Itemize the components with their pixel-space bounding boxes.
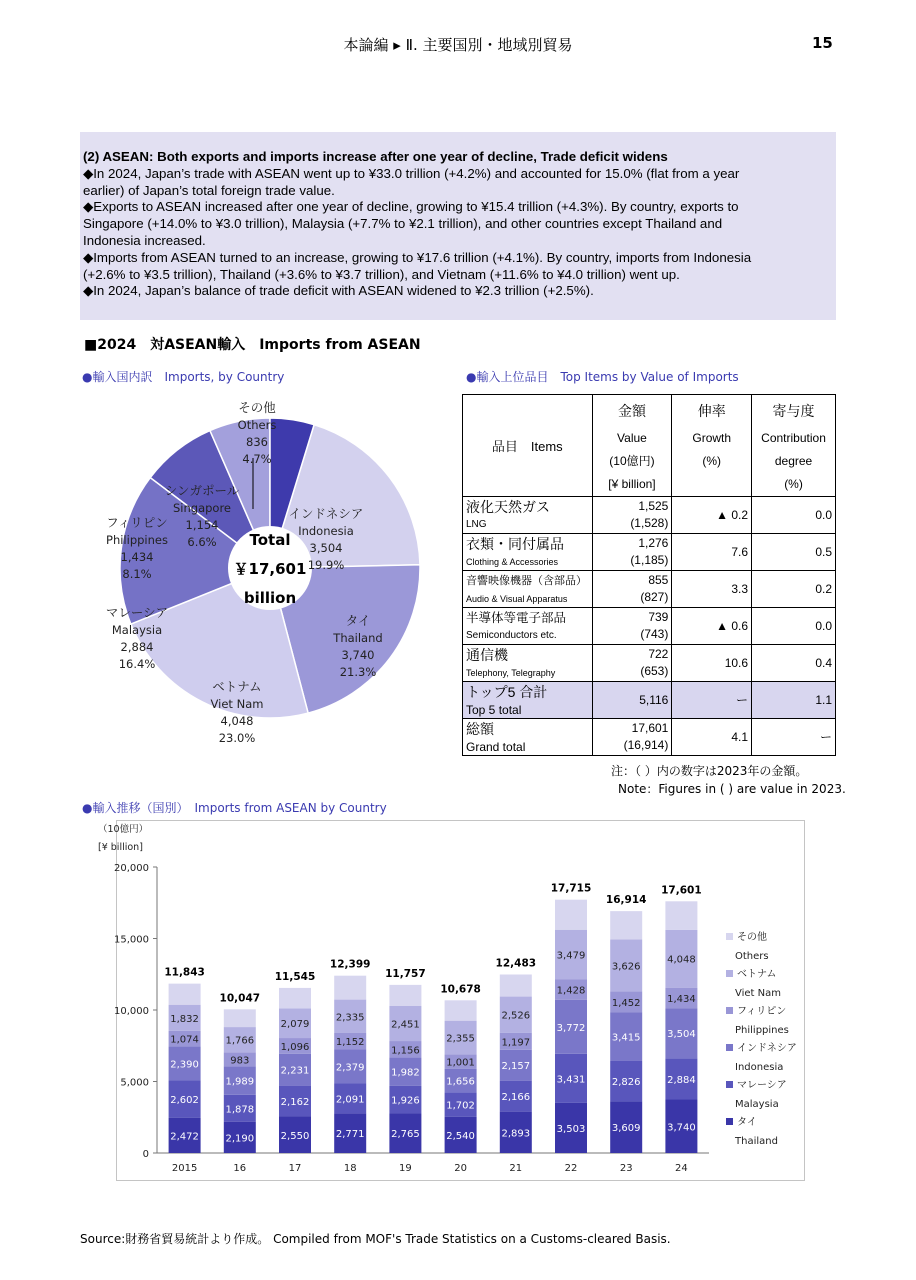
x-tick-label: 18: [343, 1163, 357, 1174]
bar-value-label: 3,626: [611, 961, 641, 973]
pie-slice-label: 3,504: [309, 541, 343, 555]
bar-value-label: 1,452: [611, 997, 641, 1009]
table-row: [463, 571, 836, 608]
pie-subtitle: ●輸入国内訳 Imports, by Country: [82, 370, 285, 384]
bar-value-label: 2,765: [391, 1129, 420, 1141]
growth-cell: ▲ 0.2: [672, 497, 752, 534]
summary-line: ◆Imports from ASEAN turned to an increase, growing to ¥17.6 trillion (+4.1%). By country, imports from Indonesia: [83, 249, 752, 265]
pie-slice-label: 21.3%: [339, 665, 377, 679]
legend-swatch: [726, 1081, 733, 1088]
pie-slice-label: 19.9%: [307, 558, 345, 572]
item-cell: 総額 Grand total: [463, 719, 593, 756]
pie-center-value: ￥17,601: [233, 560, 307, 578]
pie-center-unit: billion: [243, 589, 297, 607]
growth-cell: 10.6: [672, 645, 752, 682]
top-items-table: [462, 394, 836, 756]
summary-line: ◆Exports to ASEAN increased after one year of decline, growing to ¥15.4 trillion (+4.3%). By country, exports to: [83, 199, 739, 215]
bar-value-label: 3,609: [611, 1123, 641, 1135]
item-cell: トップ5 合計 Top 5 total: [463, 682, 593, 719]
legend-label-jp: ベトナム: [737, 969, 777, 980]
y-tick-label: 0: [142, 1149, 149, 1160]
pie-slice-label: 4,048: [220, 714, 254, 728]
pie-slice-label: 1,154: [185, 518, 219, 532]
bar-segment: [500, 974, 532, 996]
item-cell: 音響映像機器（含部品） Audio & Visual Apparatus: [463, 571, 593, 608]
pie-slice-label: インドネシア: [288, 506, 364, 521]
bar-total-label: 10,047: [219, 992, 261, 1005]
bar-value-label: 2,091: [335, 1094, 365, 1106]
bar-value-label: 3,504: [667, 1029, 696, 1041]
table-header-row: [463, 395, 836, 497]
value-cell: 17,601 (16,914): [592, 719, 672, 756]
item-cell: 通信機 Telephony, Telegraphy: [463, 645, 593, 682]
x-tick-label: 17: [288, 1163, 302, 1174]
bar-value-label: 2,826: [611, 1077, 641, 1089]
bar-total-label: 10,678: [440, 983, 481, 996]
legend-swatch: [726, 1044, 733, 1051]
bar-value-label: 1,766: [225, 1035, 255, 1047]
source-note: Source:財務省貿易統計より作成。 Compiled from MOF's Trade Statistics on a Customs-cleared Basis.: [80, 1232, 671, 1246]
pie-slice-label: 1,434: [120, 550, 154, 564]
pie-slice-label: ベトナム: [212, 679, 262, 694]
summary-line: Indonesia increased.: [83, 232, 206, 248]
bar-value-label: 3,431: [556, 1074, 586, 1086]
bar-value-label: 3,503: [556, 1123, 586, 1135]
bar-value-label: 1,926: [391, 1095, 420, 1107]
bar-value-label: 2,602: [170, 1095, 199, 1107]
pie-slice-label: 3,740: [341, 648, 375, 662]
bar-value-label: 2,079: [280, 1019, 310, 1031]
bar-segment: [279, 988, 311, 1008]
summary-line: (+2.6% to ¥3.5 trillion), Thailand (+3.6% to ¥3.7 trillion), and Vietnam (+11.6% to ¥4.0 trillion) went up.: [83, 266, 680, 282]
page-header-title: 本論編 ▸ Ⅱ. 主要国別・地域別貿易: [343, 36, 573, 54]
item-cell: 衣類・同付属品 Clothing & Accessories: [463, 534, 593, 571]
bar-segment: [389, 985, 421, 1006]
bar-value-label: 1,197: [501, 1037, 531, 1049]
bar-segment: [334, 976, 366, 1000]
bar-value-label: 2,550: [280, 1130, 310, 1142]
bar-total-label: 17,601: [661, 884, 702, 897]
legend-swatch: [726, 1118, 733, 1125]
bar-value-label: 2,190: [225, 1133, 255, 1145]
y-unit-label: （10億円）: [98, 824, 149, 835]
bar-value-label: 2,771: [335, 1129, 365, 1141]
bar-value-label: 2,379: [335, 1062, 365, 1074]
pie-slice-label: Thailand: [333, 631, 383, 645]
table-note-jp: 注：（ ）内の数字は2023年の金額。: [611, 764, 808, 778]
header-growth: 伸率 Growth (%): [672, 395, 752, 497]
header-contribution: 寄与度 Contribution degree (%): [752, 395, 836, 497]
bar-value-label: 1,702: [446, 1100, 475, 1112]
table-row: [463, 645, 836, 682]
pie-slice-label: フィリピン: [106, 515, 168, 530]
x-tick-label: 22: [564, 1163, 578, 1174]
x-tick-label: 24: [675, 1163, 688, 1174]
legend-swatch: [726, 933, 733, 940]
growth-cell: 4.1: [672, 719, 752, 756]
table-row: [463, 534, 836, 571]
bar-total-label: 11,843: [164, 966, 205, 979]
summary-line: ◆In 2024, Japan’s balance of trade deficit with ASEAN widened to ¥2.3 trillion (+2.5%).: [83, 283, 594, 299]
pie-slice-label: 8.1%: [122, 567, 152, 581]
y-tick-label: 20,000: [114, 863, 149, 874]
pie-slice-label: 4.7%: [242, 452, 272, 466]
bar-segment: [610, 911, 642, 939]
x-tick-label: 2015: [171, 1163, 198, 1174]
item-cell: 半導体等電子部品 Semiconductors etc.: [463, 608, 593, 645]
x-tick-label: 19: [399, 1163, 412, 1174]
bar-value-label: 983: [230, 1055, 250, 1067]
header-items: 品目 Items: [463, 395, 593, 497]
bar-value-label: 1,656: [446, 1076, 475, 1088]
legend-label-en: Philippines: [735, 1025, 789, 1036]
contribution-cell: 0.0: [752, 608, 836, 645]
pie-slice-label: Indonesia: [298, 524, 354, 538]
legend-label-en: Thailand: [735, 1136, 778, 1147]
x-tick-label: 21: [509, 1163, 523, 1174]
bar-value-label: 2,472: [170, 1131, 199, 1143]
table-row: [463, 497, 836, 534]
growth-cell: ▲ 0.6: [672, 608, 752, 645]
pie-slice-label: タイ: [345, 613, 371, 628]
pie-slice-label: 23.0%: [218, 731, 256, 745]
bar-segment: [665, 901, 697, 929]
bar-value-label: 3,740: [667, 1122, 696, 1134]
item-cell: 液化天然ガス LNG: [463, 497, 593, 534]
page-number: 15: [812, 34, 833, 52]
bar-total-label: 12,399: [329, 958, 371, 971]
table-subtitle: ●輸入上位品目 Top Items by Value of Imports: [466, 370, 739, 384]
bar-value-label: 1,074: [170, 1034, 199, 1046]
growth-cell: 7.6: [672, 534, 752, 571]
legend-swatch: [726, 970, 733, 977]
bar-segment: [224, 1009, 256, 1027]
legend-swatch: [726, 1007, 733, 1014]
x-tick-label: 23: [619, 1163, 633, 1174]
bar-value-label: 2,540: [446, 1130, 475, 1142]
x-tick-label: 20: [454, 1163, 467, 1174]
legend-label-jp: その他: [737, 932, 767, 943]
bar-value-label: 1,096: [280, 1041, 310, 1053]
bar-total-label: 11,545: [274, 970, 316, 983]
bar-segment: [169, 984, 201, 1005]
bar-value-label: 1,001: [446, 1057, 475, 1069]
contribution-cell: 0.0: [752, 497, 836, 534]
value-cell: 855 (827): [592, 571, 672, 608]
bar-value-label: 1,152: [335, 1037, 365, 1049]
bar-value-label: 1,434: [667, 993, 696, 1005]
growth-cell: ー: [672, 682, 752, 719]
bar-value-label: 2,166: [501, 1092, 531, 1104]
trend-subtitle: ●輸入推移（国別） Imports from ASEAN by Country: [82, 801, 387, 815]
legend-label-en: Others: [735, 951, 769, 962]
bar-total-label: 12,483: [495, 957, 537, 970]
legend-label-jp: タイ: [737, 1117, 757, 1128]
pie-slice-label: 836: [246, 435, 268, 449]
legend-label-jp: マレーシア: [737, 1080, 787, 1091]
legend-label-en: Indonesia: [735, 1062, 784, 1073]
value-cell: 1,525 (1,528): [592, 497, 672, 534]
top5-total-row: [463, 682, 836, 719]
bar-value-label: 2,390: [170, 1059, 199, 1071]
pie-slice-label: 6.6%: [187, 535, 217, 549]
pie-slice-label: Singapore: [172, 501, 232, 515]
y-tick-label: 5,000: [120, 1077, 149, 1089]
summary-heading: (2) ASEAN: Both exports and imports increase after one year of decline, Trade deficit widens: [83, 149, 668, 164]
y-tick-label: 15,000: [114, 934, 149, 946]
legend-label-en: Malaysia: [735, 1099, 779, 1110]
bar-value-label: 2,231: [280, 1065, 310, 1077]
bar-value-label: 2,451: [391, 1019, 420, 1031]
bar-total-label: 11,757: [385, 967, 426, 980]
pie-slice-label: Others: [237, 418, 277, 432]
legend-label-jp: フィリピン: [737, 1006, 787, 1017]
contribution-cell: 0.2: [752, 571, 836, 608]
section-title: ■2024 対ASEAN輸入 Imports from ASEAN: [84, 337, 421, 353]
bar-value-label: 3,415: [611, 1032, 641, 1044]
bar-value-label: 3,772: [556, 1022, 586, 1034]
pie-slice-label: マレーシア: [105, 605, 169, 620]
value-cell: 722 (653): [592, 645, 672, 682]
pie-slice-label: 16.4%: [118, 657, 156, 671]
bar-total-label: 17,715: [550, 882, 592, 895]
bar-value-label: 1,878: [225, 1104, 255, 1116]
bar-value-label: 2,335: [335, 1012, 365, 1024]
bar-value-label: 1,982: [391, 1067, 420, 1079]
pie-slice-label: Viet Nam: [210, 697, 264, 711]
growth-cell: 3.3: [672, 571, 752, 608]
value-cell: 5,116: [592, 682, 672, 719]
table-row: [463, 608, 836, 645]
y-tick-label: 10,000: [114, 1006, 149, 1017]
pie-center-label: Total: [249, 531, 291, 549]
x-tick-label: 16: [233, 1163, 247, 1174]
pie-slice-label: Philippines: [106, 533, 168, 547]
bar-segment: [555, 900, 587, 930]
bar-value-label: 2,162: [280, 1097, 310, 1109]
contribution-cell: 0.5: [752, 534, 836, 571]
bar-value-label: 1,156: [391, 1045, 420, 1057]
pie-slice-label: Malaysia: [111, 623, 163, 637]
summary-line: earlier) of Japan’s total foreign trade value.: [83, 182, 335, 198]
bar-value-label: 2,355: [446, 1033, 475, 1045]
table-note-en: Note：Figures in ( ) are value in 2023.: [618, 782, 846, 796]
contribution-cell: 1.1: [752, 682, 836, 719]
bar-segment: [445, 1000, 477, 1020]
bar-value-label: 1,832: [170, 1013, 199, 1025]
bar-value-label: 1,989: [225, 1076, 255, 1088]
country-pie-chart: [90, 385, 460, 780]
value-cell: 739 (743): [592, 608, 672, 645]
contribution-cell: ー: [752, 719, 836, 756]
contribution-cell: 0.4: [752, 645, 836, 682]
bar-total-label: 16,914: [605, 894, 647, 907]
legend-label-jp: インドネシア: [737, 1043, 797, 1054]
y-unit-label: [¥ billion]: [98, 842, 143, 853]
pie-slice-label: 2,884: [120, 640, 154, 654]
summary-line: ◆In 2024, Japan’s trade with ASEAN went up to ¥33.0 trillion (+4.2%) and accounted for 15.0% (flat from a year: [83, 165, 740, 181]
legend-label-en: Viet Nam: [735, 988, 782, 999]
bar-value-label: 2,526: [501, 1010, 531, 1022]
stacked-bar-chart: [80, 820, 820, 1185]
bar-value-label: 1,428: [556, 985, 586, 997]
bar-value-label: 2,893: [501, 1128, 531, 1140]
pie-slice-label: シンガポール: [164, 483, 240, 498]
bar-value-label: 4,048: [667, 954, 696, 966]
grand-total-row: [463, 719, 836, 756]
bar-value-label: 2,157: [501, 1061, 531, 1073]
header-value: 金額 Value (10億円) [¥ billion]: [592, 395, 672, 497]
summary-line: Singapore (+14.0% to ¥3.0 trillion), Malaysia (+7.7% to ¥2.1 trillion), and other countries except Thailand and: [83, 216, 723, 232]
summary-box: [80, 132, 836, 320]
value-cell: 1,276 (1,185): [592, 534, 672, 571]
pie-slice-label: その他: [238, 400, 276, 415]
bar-value-label: 3,479: [556, 950, 586, 962]
bar-value-label: 2,884: [667, 1074, 696, 1086]
